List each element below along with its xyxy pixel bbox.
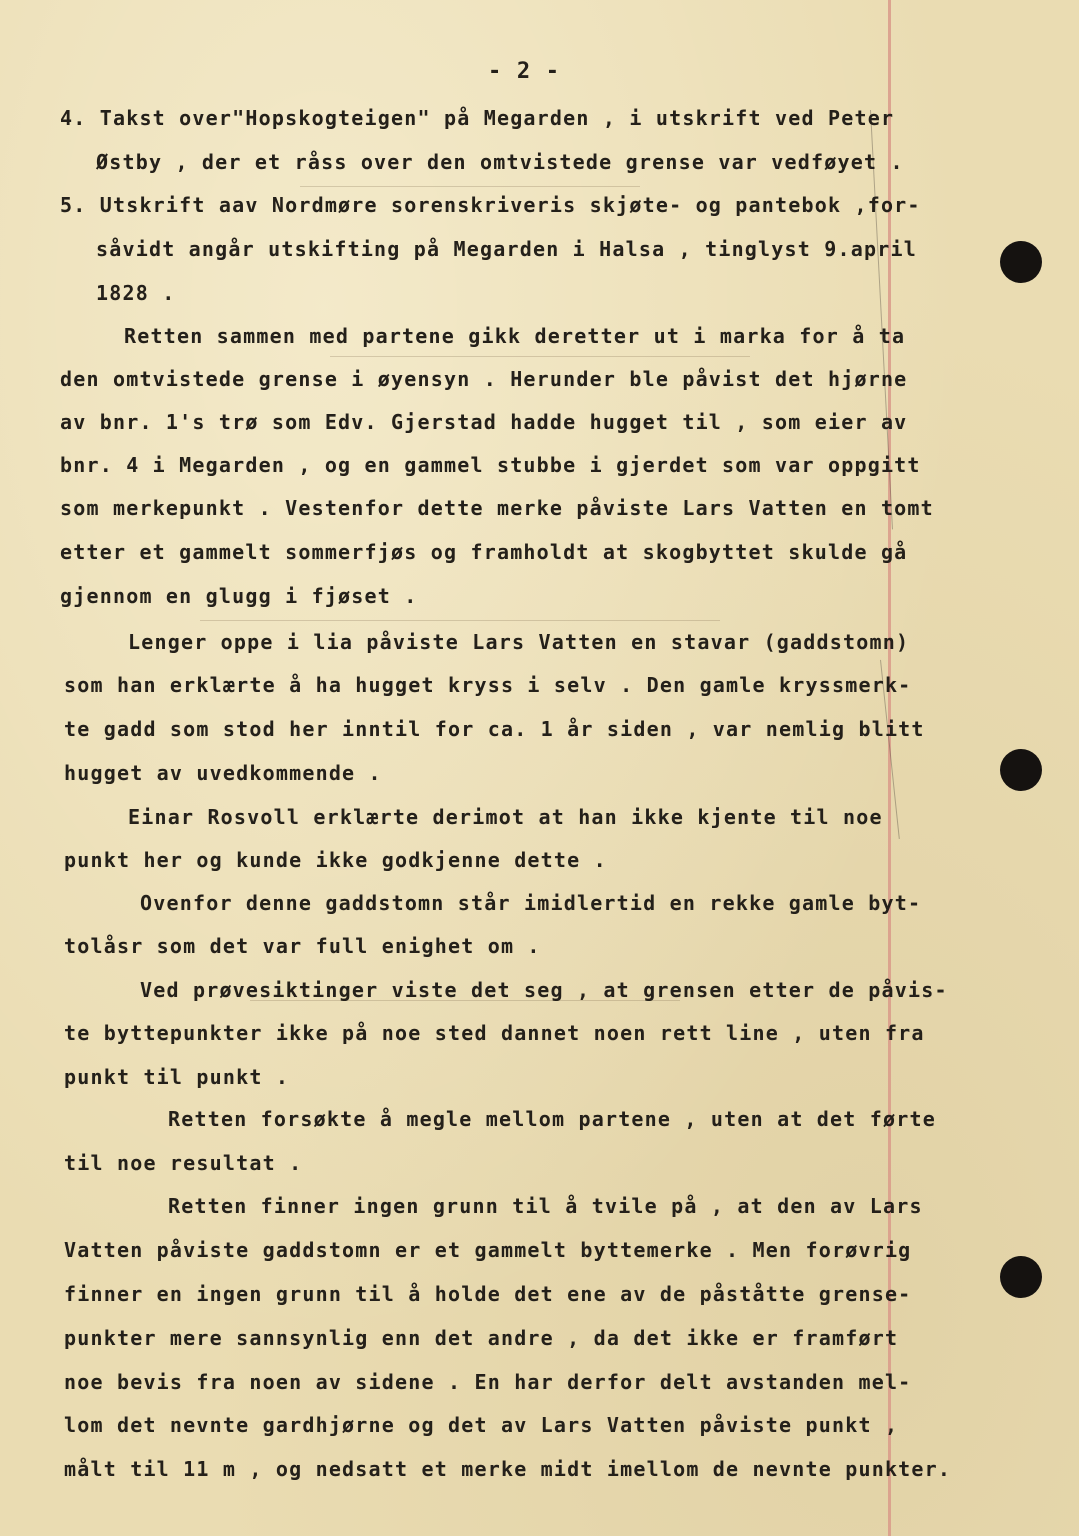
bleed-through-line [300, 186, 640, 187]
text-line: tolåsr som det var full enighet om . [64, 934, 541, 958]
text-line: til noe resultat . [64, 1151, 303, 1175]
bleed-through-line [200, 620, 720, 621]
text-line: punkt til punkt . [64, 1065, 290, 1089]
text-line: 4. Takst over"Hopskogteigen" på Megarden , i utskrift ved Peter [60, 106, 895, 130]
text-line: te byttepunkter ikke på noe sted dannet noen rett line , uten fra [64, 1021, 925, 1045]
text-line: Retten forsøkte å megle mellom partene , uten at det førte [168, 1107, 936, 1131]
text-line: 1828 . [96, 281, 176, 305]
text-line: Vatten påviste gaddstomn er et gammelt byttemerke . Men forøvrig [64, 1238, 912, 1262]
text-line: Einar Rosvoll erklærte derimot at han ikke kjente til noe [128, 805, 883, 829]
text-line: Ovenfor denne gaddstomn står imidlertid en rekke gamle byt- [140, 891, 922, 915]
text-line: finner en ingen grunn til å holde det ene av de påståtte grense- [64, 1282, 912, 1306]
text-line: målt til 11 m , og nedsatt et merke midt imellom de nevnte punkter. [64, 1457, 952, 1481]
text-line: punkter mere sannsynlig enn det andre , da det ikke er framført [64, 1326, 899, 1350]
text-line: gjennom en glugg i fjøset . [60, 584, 418, 608]
bleed-through-line [330, 356, 750, 357]
text-line: 5. Utskrift aav Nordmøre sorenskriveris skjøte- og pantebok ,for- [60, 193, 921, 217]
text-line: Ved prøvesiktinger viste det seg , at grensen etter de påvis- [140, 978, 948, 1002]
text-line: såvidt angår utskifting på Megarden i Halsa , tinglyst 9.april [96, 237, 917, 261]
punch-hole [1000, 241, 1042, 283]
text-line: punkt her og kunde ikke godkjenne dette . [64, 848, 607, 872]
text-line: etter et gammelt sommerfjøs og framholdt at skogbyttet skulde gå [60, 540, 908, 564]
text-line: Retten finner ingen grunn til å tvile på , at den av Lars [168, 1194, 923, 1218]
text-line: hugget av uvedkommende . [64, 761, 382, 785]
text-line: av bnr. 1's trø som Edv. Gjerstad hadde hugget til , som eier av [60, 410, 908, 434]
text-line: te gadd som stod her inntil for ca. 1 år siden , var nemlig blitt [64, 717, 925, 741]
punch-hole [1000, 1256, 1042, 1298]
text-line: noe bevis fra noen av sidene . En har derfor delt avstanden mel- [64, 1370, 912, 1394]
text-line: bnr. 4 i Megarden , og en gammel stubbe i gjerdet som var oppgitt [60, 453, 921, 477]
text-line: som han erklærte å ha hugget kryss i selv . Den gamle kryssmerk- [64, 673, 912, 697]
text-line: Lenger oppe i lia påviste Lars Vatten en stavar (gaddstomn) [128, 630, 910, 654]
text-line: Østby , der et råss over den omtvistede grense var vedføyet . [96, 150, 904, 174]
text-line: lom det nevnte gardhjørne og det av Lars Vatten påviste punkt , [64, 1413, 899, 1437]
text-line: Retten sammen med partene gikk deretter ut i marka for å ta [124, 324, 906, 348]
page-number: - 2 - [488, 59, 561, 84]
punch-hole [1000, 749, 1042, 791]
text-line: den omtvistede grense i øyensyn . Herunder ble påvist det hjørne [60, 367, 908, 391]
text-line: som merkepunkt . Vestenfor dette merke påviste Lars Vatten en tomt [60, 496, 934, 520]
